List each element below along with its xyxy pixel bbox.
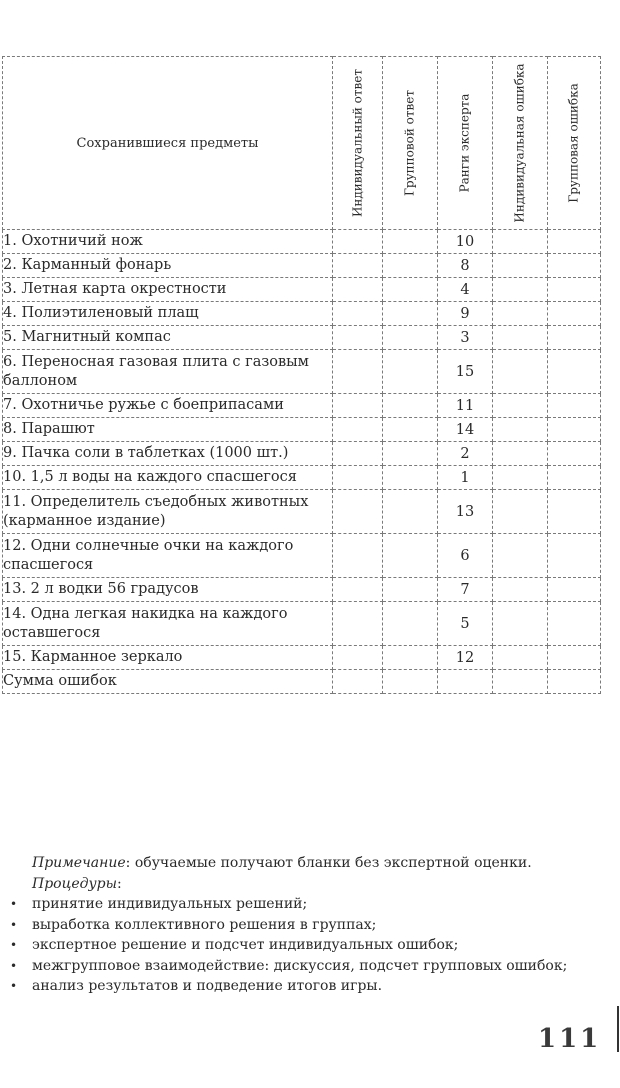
bullet-icon: • [10,897,18,911]
table-row [3,254,601,278]
expert-rank-cell: 7 [438,578,493,602]
group-answer-cell [383,302,438,326]
individual-answer-cell [333,278,383,302]
individual-answer-cell [333,466,383,490]
individual-error-cell [493,350,548,394]
group-answer-cell [383,350,438,394]
group-error-cell [548,350,601,394]
item-cell: 3. Летная карта окрестности [3,278,333,302]
bullet-icon: • [10,917,18,932]
group-answer-cell [383,534,438,578]
individual-error-cell [493,534,548,578]
group-answer-cell [383,578,438,602]
individual-answer-cell [333,254,383,278]
expert-rank-cell: 5 [438,602,493,646]
individual-answer-cell [333,670,383,694]
group-error-cell [548,646,601,670]
individual-error-cell [493,646,548,670]
procedures-heading [10,874,600,895]
individual-error-cell [493,442,548,466]
expert-rank-cell: 13 [438,490,493,534]
item-cell: 2. Карманный фонарь [3,254,333,278]
procedures-label: Процедуры [32,875,118,892]
table-row [3,646,601,670]
header-expert-ranks [438,57,493,230]
group-answer-cell [383,326,438,350]
individual-error-cell [493,578,548,602]
table-row [3,326,601,350]
individual-error-cell [493,418,548,442]
group-answer-cell [383,646,438,670]
header-individual-error [493,57,548,230]
individual-answer-cell [333,646,383,670]
expert-rank-cell: 15 [438,350,493,394]
table-row [3,534,601,578]
item-cell: 5. Магнитный компас [3,326,333,350]
item-cell: 4. Полиэтиленовый плащ [3,302,333,326]
item-cell: 11. Определитель съедобных животных (карманное издание) [3,490,333,534]
procedure-text: межгрупповое взаимодействие: дискуссия, подсчет групповых ошибок; [32,957,568,974]
expert-rank-cell [438,670,493,694]
note-text: : обучаемые получают бланки без экспертной оценки. [125,855,532,871]
table-row [3,442,601,466]
individual-answer-cell [333,442,383,466]
expert-rank-cell: 4 [438,278,493,302]
sum-row [3,670,601,694]
group-answer-cell [383,466,438,490]
group-answer-cell [383,254,438,278]
expert-rank-cell: 12 [438,646,493,670]
item-cell: 12. Одни солнечные очки на каждого спасшегося [3,534,333,578]
page-number: 111 [538,1024,602,1054]
table-row [3,466,601,490]
header-individual-answer-label: Индивидуальный ответ [350,68,364,218]
table-row [3,490,601,534]
procedures-list [10,894,600,997]
individual-error-cell [493,602,548,646]
table-row [3,230,601,254]
list-item [10,976,600,997]
bullet-icon: • [10,958,18,973]
table-row [3,394,601,418]
table-header-row [3,57,601,230]
individual-answer-cell [333,394,383,418]
item-cell: 1. Охотничий нож [3,230,333,254]
group-answer-cell [383,670,438,694]
individual-answer-cell [333,302,383,326]
table-row [3,278,601,302]
individual-error-cell [493,670,548,694]
item-cell: 15. Карманное зеркало [3,646,333,670]
header-expert-ranks-label: Ранги эксперта [457,93,472,193]
group-error-cell [548,602,601,646]
note-label: Примечание [32,855,126,871]
expert-rank-cell: 11 [438,394,493,418]
procedure-text: анализ результатов и подведение итогов игры. [32,978,383,994]
item-cell: 6. Переносная газовая плита с газовым баллоном [3,350,333,394]
group-answer-cell [383,394,438,418]
margin-mark [617,1006,619,1052]
individual-answer-cell [333,578,383,602]
expert-rank-cell: 6 [438,534,493,578]
group-error-cell [548,278,601,302]
item-cell: 9. Пачка соли в таблетках (1000 шт.) [3,442,333,466]
expert-rank-cell: 10 [438,230,493,254]
survival-items-table [2,56,601,694]
item-cell: 7. Охотничье ружье с боеприпасами [3,394,333,418]
header-group-answer-label: Групповой ответ [402,89,417,197]
individual-error-cell [493,302,548,326]
group-error-cell [548,302,601,326]
list-item [10,894,600,915]
individual-answer-cell [333,418,383,442]
list-item [10,915,600,936]
group-answer-cell [383,442,438,466]
group-answer-cell [383,278,438,302]
individual-error-cell [493,326,548,350]
procedures-colon: : [117,875,122,892]
group-error-cell [548,490,601,534]
item-cell: 14. Одна легкая накидка на каждого оставшегося [3,602,333,646]
sum-label-cell: Сумма ошибок [3,670,333,694]
header-group-error-label: Групповая ошибка [566,83,581,203]
expert-rank-cell: 9 [438,302,493,326]
group-error-cell [548,578,601,602]
header-items [3,57,333,230]
individual-error-cell [493,394,548,418]
list-item [10,956,600,977]
group-error-cell [548,394,601,418]
group-error-cell [548,254,601,278]
header-group-answer [383,57,438,230]
procedure-text: экспертное решение и подсчет индивидуальных ошибок; [32,937,459,953]
list-item [10,935,600,956]
individual-error-cell [493,254,548,278]
bullet-icon: • [10,938,18,952]
expert-rank-cell: 3 [438,326,493,350]
item-cell: 13. 2 л водки 56 градусов [3,578,333,602]
group-error-cell [548,418,601,442]
individual-answer-cell [333,230,383,254]
table-row [3,578,601,602]
group-error-cell [548,534,601,578]
item-cell: 10. 1,5 л воды на каждого спасшегося [3,466,333,490]
bullet-icon: • [10,979,18,993]
table-row [3,350,601,394]
table-row [3,418,601,442]
header-individual-error-label: Индивидуальная ошибка [512,63,527,223]
individual-answer-cell [333,534,383,578]
procedure-text: принятие индивидуальных решений; [32,896,308,912]
notes-section [10,853,600,997]
group-answer-cell [383,602,438,646]
procedure-text: выработка коллективного решения в группах; [32,916,377,933]
group-answer-cell [383,418,438,442]
group-answer-cell [383,230,438,254]
header-items-label: Сохранившиеся предметы [76,135,259,151]
group-error-cell [548,230,601,254]
group-error-cell [548,326,601,350]
expert-rank-cell: 1 [438,466,493,490]
group-error-cell [548,442,601,466]
individual-error-cell [493,490,548,534]
group-error-cell [548,670,601,694]
expert-rank-cell: 8 [438,254,493,278]
note-paragraph [10,853,600,874]
expert-rank-cell: 14 [438,418,493,442]
header-group-error [548,57,601,230]
table-row [3,602,601,646]
header-individual-answer [333,57,383,230]
item-cell: 8. Парашют [3,418,333,442]
individual-error-cell [493,230,548,254]
individual-answer-cell [333,326,383,350]
individual-answer-cell [333,490,383,534]
group-error-cell [548,466,601,490]
individual-answer-cell [333,602,383,646]
individual-answer-cell [333,350,383,394]
table-row [3,302,601,326]
individual-error-cell [493,466,548,490]
individual-error-cell [493,278,548,302]
expert-rank-cell: 2 [438,442,493,466]
group-answer-cell [383,490,438,534]
